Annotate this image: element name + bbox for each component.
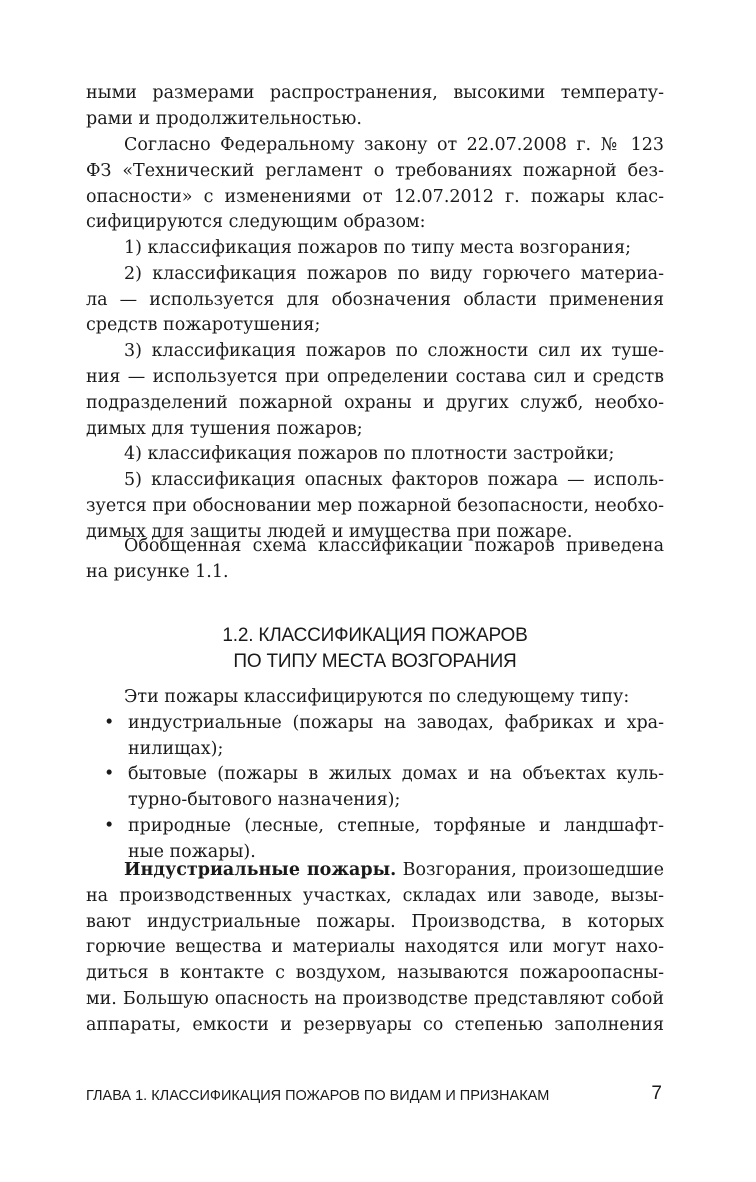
text-line: ные пожары).: [128, 841, 256, 862]
text-line: ФЗ «Технический регламент о требованиях пожарной без-: [86, 160, 664, 181]
page-number: 7: [651, 1083, 662, 1104]
text-line: 3) классификация пожаров по сложности сил их туше-: [124, 341, 664, 362]
text-line: 4) классификация пожаров по плотности застройки;: [124, 444, 615, 465]
list-intro: Эти пожары классифицируются по следующему типу:: [124, 687, 630, 707]
text-line: Индустриальные пожары. Возгорания, произошедшие: [124, 860, 664, 880]
text-line: ными размерами распространения, высокими температу-: [86, 83, 664, 103]
bullet-item-industrial: [86, 711, 664, 763]
list-item: [86, 262, 664, 339]
text-line: подразделений пожарной охраны и других служб, необхо-: [86, 392, 664, 413]
text-line: ния — используется при определении состава сил и средств: [86, 366, 664, 387]
text-line: • бытовые (пожары в жилых домах и на объектах куль-: [86, 762, 664, 788]
text-line: ми. Большую опасность на производстве представляют собой: [86, 988, 664, 1009]
text-line: 2) классификация пожаров по виду горючего материа-: [124, 263, 664, 284]
text-line: турно-бытового назначения);: [128, 790, 401, 811]
list-item: [86, 339, 664, 442]
list-item: [86, 236, 664, 262]
list-item: [86, 442, 664, 468]
paragraph-continuation: [86, 81, 664, 133]
text-line: опасности» с изменениями от 12.07.2012 г. пожары клас-: [86, 186, 664, 207]
bullet-icon: •: [104, 815, 115, 836]
bullet-icon: •: [104, 764, 115, 785]
text-line: зуется при обосновании мер пожарной безопасности, необхо-: [86, 495, 664, 516]
running-footer-chapter: ГЛАВА 1. КЛАССИФИКАЦИЯ ПОЖАРОВ ПО ВИДАМ И ПРИЗНАКАМ: [86, 1088, 550, 1104]
paragraph-federal-law: [86, 133, 664, 236]
section-heading-line-1: 1.2. КЛАССИФИКАЦИЯ ПОЖАРОВ: [222, 625, 528, 646]
bullet-item-household: [86, 762, 664, 814]
bullet-icon: •: [104, 712, 115, 733]
text-line: 1) классификация пожаров по типу места возгорания;: [124, 238, 632, 258]
text-line: горючие вещества и материалы находятся или могут нахо-: [86, 937, 664, 958]
paragraph-industrial-fires: [86, 858, 664, 1039]
text-line: Обобщенная схема классификации пожаров приведена: [124, 536, 664, 556]
section-heading-line-2: ПО ТИПУ МЕСТА ВОЗГОРАНИЯ: [233, 651, 517, 672]
text-line: Согласно Федеральному закону от 22.07.2008 г. № 123: [124, 135, 664, 155]
text-line: 5) классификация опасных факторов пожара — исполь-: [124, 470, 664, 491]
text-line: нилищах);: [128, 738, 224, 759]
industrial-fires-term: Индустриальные пожары.: [124, 860, 397, 880]
classification-list: [86, 236, 664, 546]
text-line: • природные (лесные, степные, торфяные и ландшафт-: [86, 814, 664, 840]
text-line: ла — используется для обозначения области применения: [86, 289, 664, 310]
section-heading: [86, 623, 664, 675]
text-line: на рисунке 1.1.: [86, 561, 229, 582]
text-line: димых для тушения пожаров;: [86, 418, 363, 439]
text-line: вают индустриальные пожары. Производства, в которых: [86, 911, 664, 932]
fire-type-list: [86, 685, 664, 866]
text-line: сифицируются следующим образом:: [86, 212, 426, 233]
paragraph-figure-reference: [86, 534, 664, 586]
text-line: • индустриальные (пожары на заводах, фабриках и хра-: [86, 711, 664, 737]
text-line: рами и продолжительностью.: [86, 108, 362, 129]
text-line: диться в контакте с воздухом, называются пожароопасны-: [86, 963, 664, 984]
text-line: димых для защиты людей и имущества при пожаре.: [86, 521, 573, 542]
text-line: на производственных участках, складах или заводе, вызы-: [86, 885, 664, 906]
page-footer: [86, 1083, 664, 1106]
text-line: средств пожаротушения;: [86, 315, 321, 336]
text-line: аппараты, емкости и резервуары со степенью заполнения: [86, 1014, 664, 1035]
